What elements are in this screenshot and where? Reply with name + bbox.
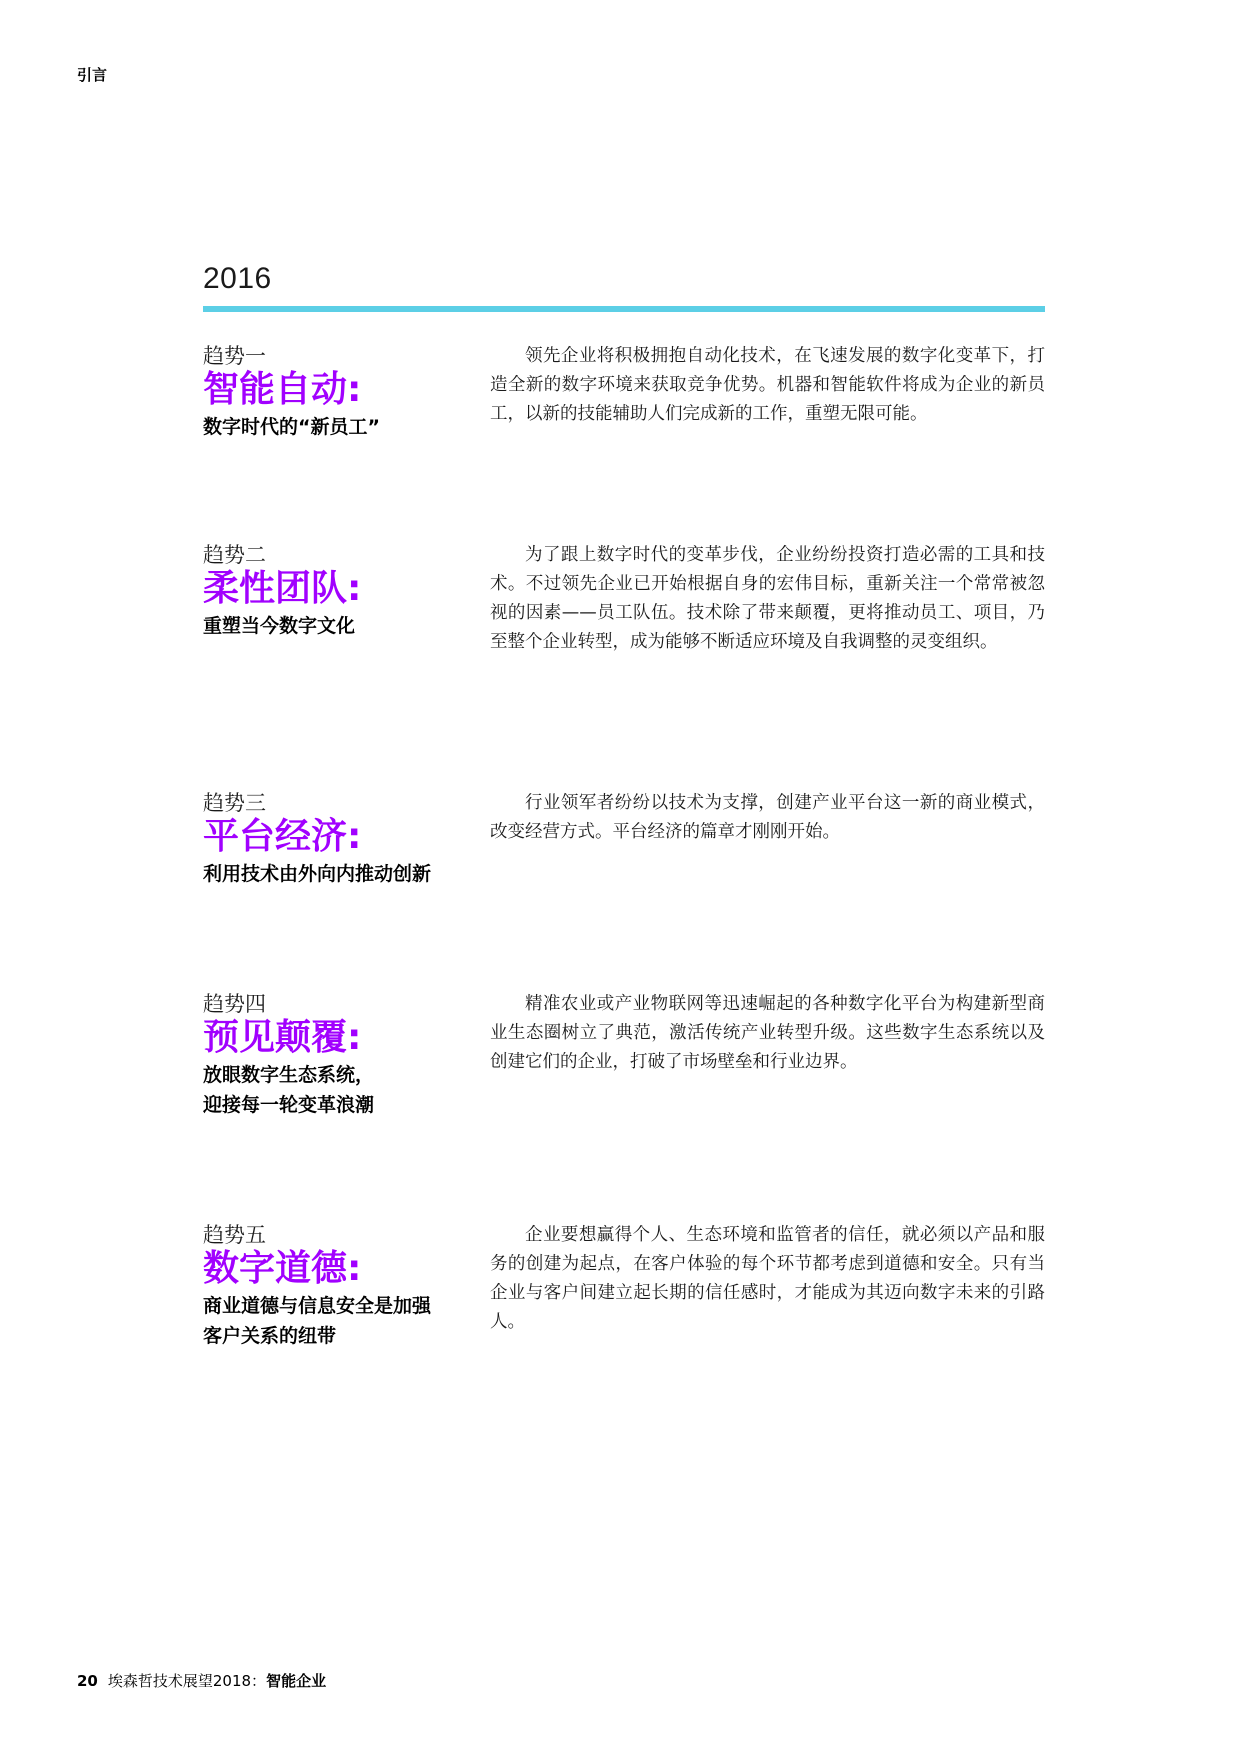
- trend-subtitle-line: 客户关系的纽带: [203, 1325, 337, 1347]
- trend-heading-block: [203, 789, 473, 889]
- trend-number: 趋势五: [203, 1223, 266, 1247]
- trend-heading-block: [203, 342, 473, 442]
- publication-title: 埃森哲技术展望2018：: [107, 1672, 267, 1690]
- trend-title: 智能自动:: [203, 369, 362, 410]
- year-heading: 2016: [203, 262, 272, 295]
- trend-title: 平台经济:: [203, 816, 362, 857]
- trend-body: 精准农业或产业物联网等迅速崛起的各种数字化平台为构建新型商业生态圈树立了典范，激活传统产业转型升级。这些数字生态系统以及创建它们的企业，打破了市场壁垒和行业边界。: [490, 994, 1045, 1072]
- publication-subtitle: 智能企业: [266, 1672, 327, 1690]
- trend-subtitle-line: 迎接每一轮变革浪潮: [203, 1094, 375, 1116]
- trend-number: 趋势三: [203, 791, 266, 815]
- trend-number: 趋势四: [203, 992, 266, 1016]
- trend-body: 为了跟上数字时代的变革步伐，企业纷纷投资打造必需的工具和技术。不过领先企业已开始根据自身的宏伟目标，重新关注一个常常被忽视的因素——员工队伍。技术除了带来颠覆，更将推动员工、项目，乃至整个企业转型，成为能够不断适应环境及自我调整的灵变组织。: [490, 545, 1045, 652]
- trend-body: 领先企业将积极拥抱自动化技术，在飞速发展的数字化变革下，打造全新的数字环境来获取竞争优势。机器和智能软件将成为企业的新员工，以新的技能辅助人们完成新的工作，重塑无限可能。: [490, 346, 1045, 424]
- trend-number: 趋势二: [203, 543, 266, 567]
- trend-body: 行业领军者纷纷以技术为支撑，创建产业平台这一新的商业模式，改变经营方式。平台经济的篇章才刚刚开始。: [490, 793, 1045, 842]
- trend-subtitle-line: 重塑当今数字文化: [203, 615, 356, 637]
- section-label: 引言: [77, 66, 108, 84]
- page-footer: [77, 1670, 326, 1691]
- page-number: 20: [77, 1672, 98, 1690]
- trend-body: 企业要想赢得个人、生态环境和监管者的信任，就必须以产品和服务的创建为起点，在客户体验的每个环节都考虑到道德和安全。只有当企业与客户间建立起长期的信任感时，才能成为其迈向数字未来的引路人。: [490, 1225, 1045, 1332]
- year-divider: [203, 306, 1045, 312]
- trend-heading-block: [203, 541, 473, 641]
- trend-number: 趋势一: [203, 344, 266, 368]
- trend-title: 柔性团队:: [203, 568, 362, 609]
- trend-subtitle-line: 利用技术由外向内推动创新: [203, 863, 432, 885]
- trend-subtitle-line: 放眼数字生态系统，: [203, 1064, 375, 1086]
- trend-heading-block: [203, 990, 473, 1120]
- trend-title: 数字道德:: [203, 1248, 362, 1289]
- trend-subtitle-line: 数字时代的“新员工”: [203, 416, 380, 438]
- trend-subtitle-line: 商业道德与信息安全是加强: [203, 1295, 432, 1317]
- trend-heading-block: [203, 1221, 473, 1351]
- trend-title: 预见颠覆:: [203, 1017, 362, 1058]
